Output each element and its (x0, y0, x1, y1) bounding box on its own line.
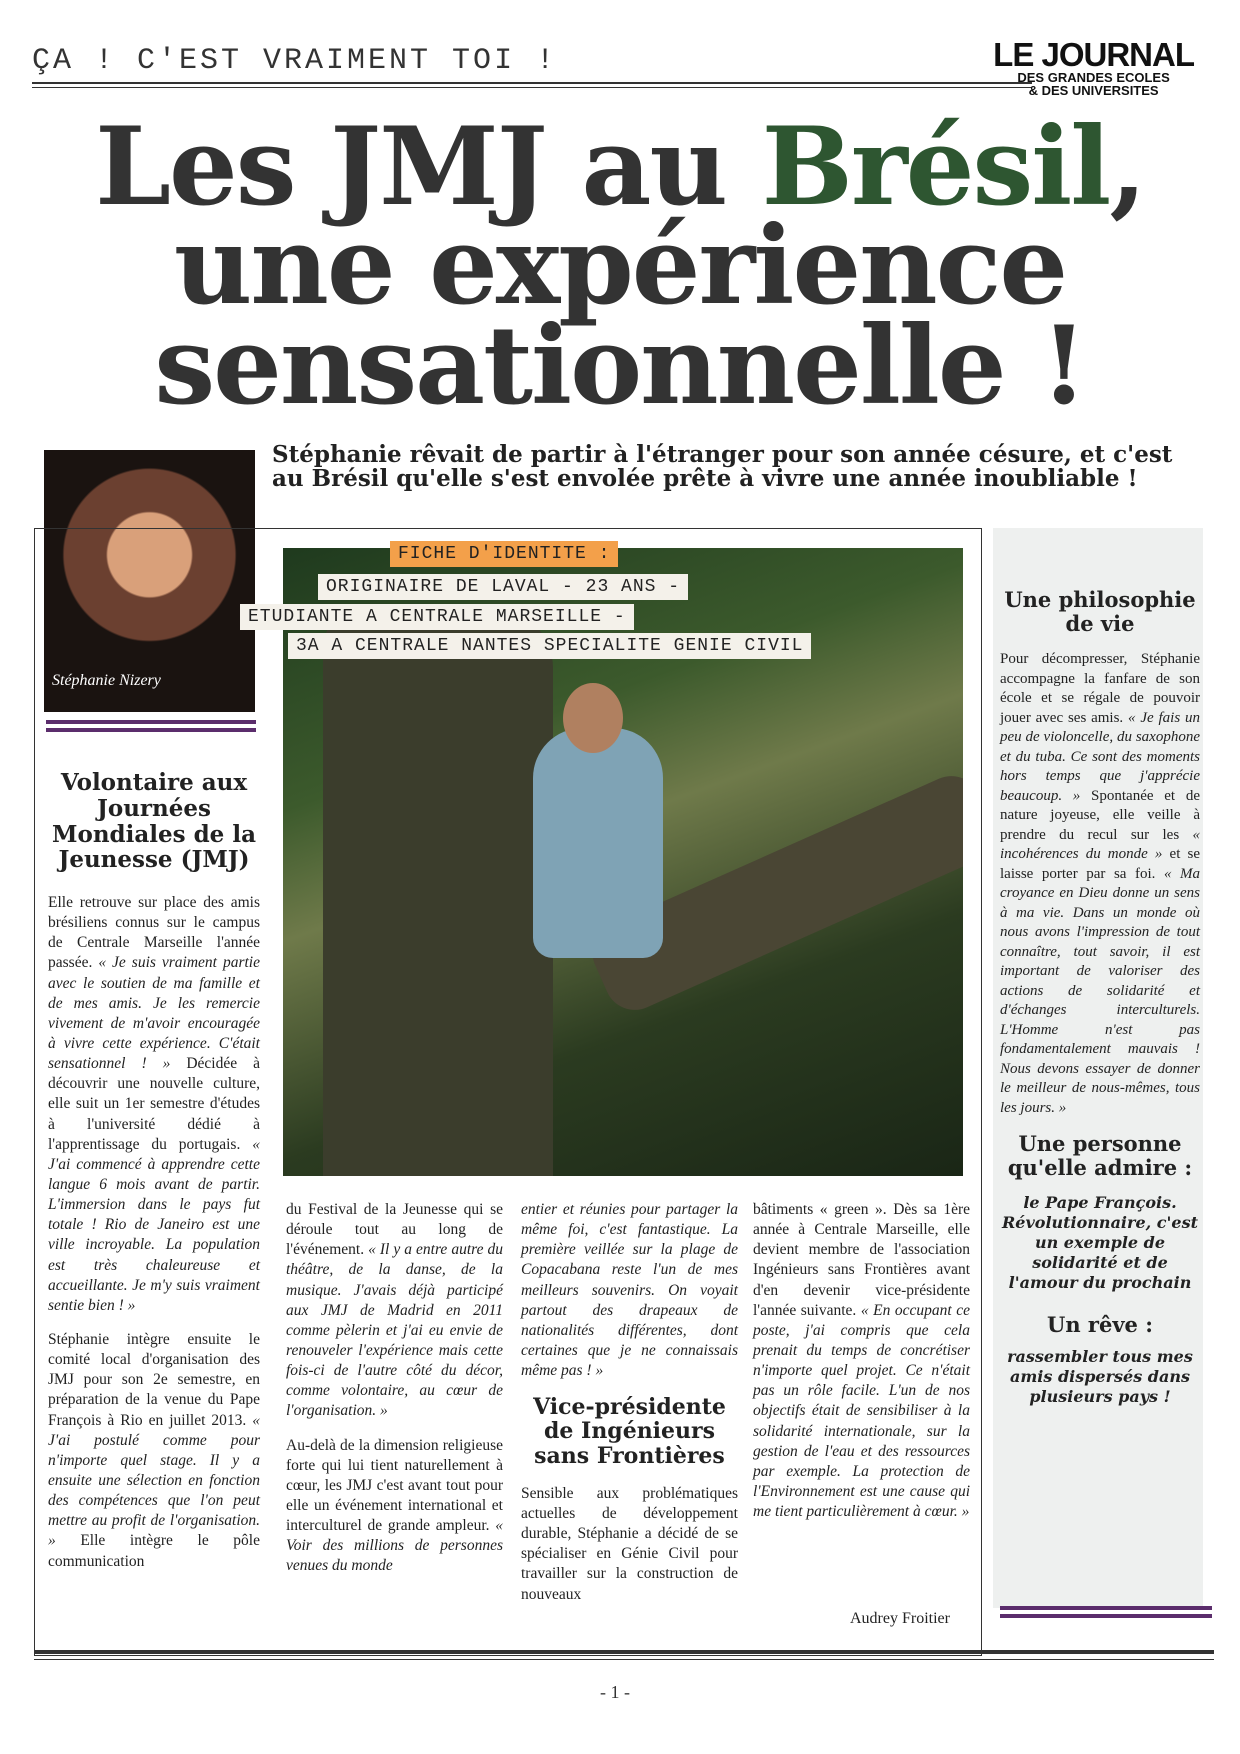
bottom-rule (34, 1650, 1214, 1654)
col1-p2a: Stéphanie intègre ensuite le comité local d'organisation des JMJ pour son 2e semestre, en préparation de la venue du Pape François à Rio en juillet 2013. (48, 1330, 260, 1429)
sidebar-p1d: « incohérences du monde » (1000, 826, 1200, 863)
col1-p1b: « Je suis vraiment partie avec le soutien de ma famille et de mes amis. Je les remercie vivement de m'avoir encouragée à vivre cette expérience. C'était sensationnel ! » (48, 954, 260, 1073)
headline-green: Brésil (761, 104, 1110, 230)
col1-p2c: Elle intègre le pôle communication (48, 1532, 260, 1570)
headline-line2: une expérience (173, 203, 1067, 330)
col2-p2a: Au-delà de la dimension religieuse forte qui lui tient naturellement à cœur, les JMJ c'est avant tout pour elle un événement international et interculturel de grande ampleur. (286, 1436, 503, 1535)
person-head (563, 683, 623, 753)
logo-line2: DES GRANDES ECOLES (1017, 70, 1170, 85)
sidebar-p1f: « Ma croyance en Dieu donne un sens à ma vie. Dans un monde où nous avons l'impression de tout connaître, tout savoir, il est important de valoriser des actions de solidarité et d'échanges interculturels. L'Homme n'est pas fondamentalement mauvais ! Nous devons essayer de donner le meilleur de nous-mêmes, tous les jours. » (1000, 865, 1200, 1116)
portrait-caption: Stéphanie Nizery (52, 672, 161, 689)
sidebar-heading-1: Une philosophie de vie (1004, 587, 1196, 637)
col1-p1d: « J'ai commencé à apprendre cette langue 6 mois avant de partir. L'immersion dans le pays fut totale ! Rio de Janeiro est une ville incroyable. La population est très chaleureuse et accueillante. Je m'y suis vraiment sentie bien ! » (48, 1135, 260, 1314)
sidebar-p1a: Pour décompresser, Stéphanie accompagne la fanfare de son école et se régale de pouvoir jouer avec ses amis. (1000, 651, 1200, 726)
journal-logo (993, 38, 1194, 97)
col1-p2b: « J'ai postulé comme pour n'importe quel stage. Il y a ensuite une sélection en fonction des compétences que l'on peut mettre au profit de l'organisation. » (48, 1411, 260, 1550)
sidebar-p1b: « Je fais un peu de violoncelle, du saxophone et du tuba. Ce sont des moments hors temps que j'apprécie beaucoup. » (1000, 709, 1200, 804)
col1-p1a: Elle retrouve sur place des amis brésiliens connus sur le campus de Centrale Marseille l'année passée. (48, 894, 260, 972)
fiche-line1: ORIGINAIRE DE LAVAL - 23 ANS - (318, 574, 688, 600)
sidebar-p1c: Spontanée et de nature joyeuse, elle veille à prendre du recul sur les (1000, 787, 1200, 843)
column-2 (286, 1200, 503, 1591)
headline-part1: Les JMJ au (95, 104, 762, 230)
col4-p1a: bâtiments « green ». Dès sa 1ère année à Centrale Marseille, elle devient membre de l'association Ingénieurs sans Frontières avant d'en devenir vice-présidente l'année suivante. (753, 1201, 970, 1319)
col1-p1c: Décidée à découvrir une nouvelle culture, elle suit un 1er semestre d'études à l'université dédié à l'apprentissage du portugais. (48, 1055, 260, 1153)
col3-heading: Vice-présidente de Ingénieurs sans Frontières (533, 1394, 726, 1469)
logo-line3: & DES UNIVERSITES (1028, 83, 1159, 98)
sidebar-heading-2: Une personne qu'elle admire : (1007, 1131, 1193, 1181)
logo-line1: LE JOURNAL (993, 36, 1194, 73)
col3-p2: Sensible aux problématiques actuelles de développement durable, Stéphanie a décidé de se spécialiser en Génie Civil pour travailler sur la construction de nouveaux (521, 1484, 738, 1603)
page-number: - 1 - (600, 1682, 630, 1702)
section-rubric: ÇA ! C'EST VRAIMENT TOI ! (32, 44, 558, 78)
headline-part2: , (1109, 104, 1145, 230)
col2-p2b: « Voir des millions de personnes venues du monde (286, 1517, 503, 1575)
lead-paragraph: Stéphanie rêvait de partir à l'étranger pour son année césure, et c'est au Brésil qu'elle s'est envolée prête à vivre une année inoubliable ! (272, 441, 1173, 493)
headline (40, 104, 1200, 429)
col4-p1b: « En occupant ce poste, j'ai compris que cela prenait du temps de concrétiser n'importe quel projet. Ce n'était pas un rôle facile. L'un de nos objectifs était de sensibiliser à la solidarité internationale, sur la gestion de l'eau et des ressources par exemple. La protection de l'Environnement est une cause qui me tient particulièrement à cœur. » (753, 1301, 970, 1521)
col2-p1b: « Il y a entre autre du théâtre, de la danse, de la musique. J'avais déjà participé aux JMJ de Madrid en 2011 comme pèlerin et j'ai eu envie de renouveler l'expérience mais cette fois-ci de l'autre côté du décor, comme volontaire, au cœur de l'organisation. » (286, 1241, 503, 1420)
column-4 (753, 1200, 970, 1536)
headline-line3: sensationnelle ! (154, 302, 1086, 429)
fiche-line3: 3A A CENTRALE NANTES SPECIALITE GENIE CIVIL (288, 633, 811, 659)
fiche-line2: ETUDIANTE A CENTRALE MARSEILLE - (240, 604, 634, 630)
bottom-rule-thin (34, 1659, 1214, 1660)
col3-p1: entier et réunies pour partager la même foi, c'est fantastique. La première veillée sur la plage de Copacabana reste l'un de mes meilleurs souvenirs. On voyait partout des drapeaux de nationalités différentes, dont certaines que je ne connaissais même pas ! » (521, 1201, 738, 1380)
sidebar-rule (1000, 1606, 1212, 1626)
tree-trunk (323, 608, 553, 1176)
col2-p1a: du Festival de la Jeunesse qui se déroule tout au long de l'événement. (286, 1201, 503, 1259)
sidebar-p1e: et se laisse porter par sa foi. (1000, 846, 1200, 882)
sidebar-content (1000, 588, 1200, 1407)
sidebar-quote-3: rassembler tous mes amis dispersés dans plusieurs pays ! (1007, 1346, 1193, 1406)
sidebar-heading-3: Un rêve : (1047, 1311, 1153, 1337)
column-3 (521, 1200, 738, 1619)
fiche-title: FICHE D'IDENTITE : (390, 541, 618, 567)
sidebar-quote-2: le Pape François. Révolutionnaire, c'est un exemple de solidarité et de l'amour du prochain (1002, 1192, 1198, 1292)
column-1 (48, 770, 260, 1586)
author-signature: Audrey Froitier (850, 1610, 950, 1627)
rubric-rule (32, 82, 1032, 88)
person-figure (533, 728, 663, 958)
col1-heading: Volontaire aux Journées Mondiales de la Jeunesse (JMJ) (52, 769, 256, 874)
